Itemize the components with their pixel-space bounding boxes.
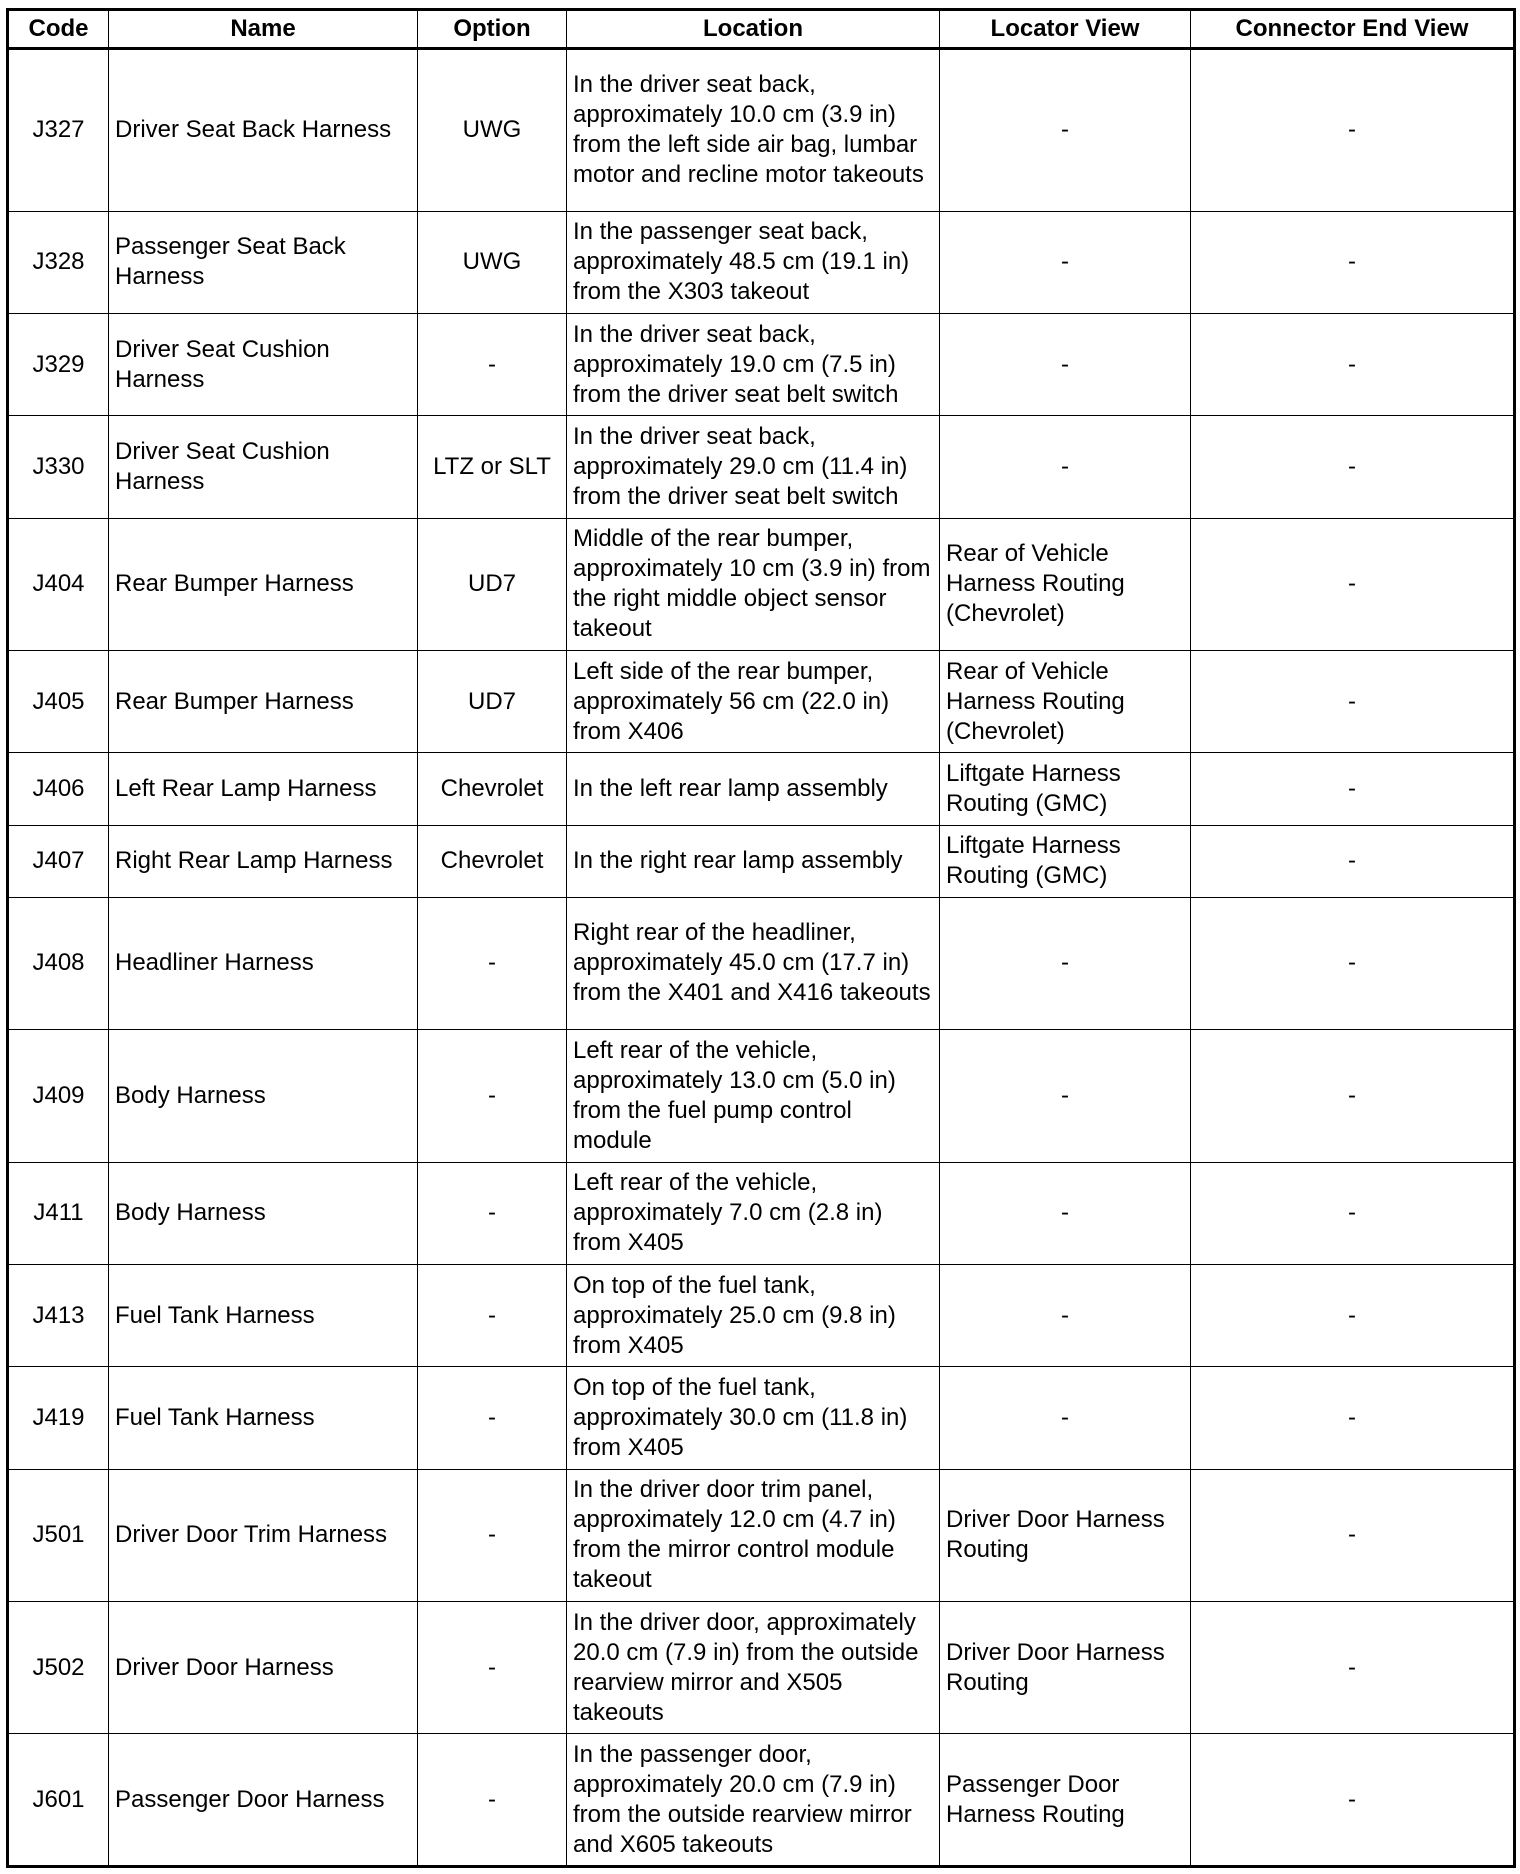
header-connector-end-view: Connector End View — [1191, 10, 1515, 49]
cell-location: In the driver seat back, approximately 19.0 cm (7.5 in) from the driver seat belt switch — [567, 313, 940, 415]
table-body — [8, 49, 1515, 1867]
cell-name: Driver Seat Cushion Harness — [109, 313, 418, 415]
table-row — [8, 416, 1515, 518]
table-row — [8, 1264, 1515, 1366]
cell-location: In the right rear lamp assembly — [567, 825, 940, 897]
cell-location: In the driver door, approximately 20.0 cm (7.9 in) from the outside rearview mirror and X505 takeouts — [567, 1601, 940, 1733]
cell-connector-end-view: - — [1191, 1601, 1515, 1733]
cell-name: Passenger Seat Back Harness — [109, 211, 418, 313]
cell-connector-end-view: - — [1191, 1162, 1515, 1264]
cell-locator-view: - — [940, 1367, 1191, 1469]
header-name: Name — [109, 10, 418, 49]
cell-locator-view: - — [940, 416, 1191, 518]
cell-name: Rear Bumper Harness — [109, 518, 418, 650]
cell-code: J409 — [8, 1030, 109, 1162]
cell-name: Body Harness — [109, 1030, 418, 1162]
table-row — [8, 211, 1515, 313]
table-row — [8, 1601, 1515, 1733]
cell-code: J330 — [8, 416, 109, 518]
cell-location: In the passenger door, approximately 20.0 cm (7.9 in) from the outside rearview mirror and X605 takeouts — [567, 1734, 940, 1867]
cell-locator-view: Rear of Vehicle Harness Routing (Chevrolet) — [940, 518, 1191, 650]
cell-name: Right Rear Lamp Harness — [109, 825, 418, 897]
cell-option: LTZ or SLT — [418, 416, 567, 518]
cell-option: UWG — [418, 49, 567, 212]
cell-locator-view: - — [940, 1264, 1191, 1366]
cell-code: J406 — [8, 753, 109, 825]
cell-option: - — [418, 1162, 567, 1264]
table-row — [8, 1030, 1515, 1162]
cell-code: J404 — [8, 518, 109, 650]
cell-option: - — [418, 1264, 567, 1366]
cell-name: Headliner Harness — [109, 897, 418, 1029]
table-header-row — [8, 10, 1515, 49]
cell-locator-view: - — [940, 313, 1191, 415]
cell-locator-view: Driver Door Harness Routing — [940, 1469, 1191, 1601]
cell-code: J327 — [8, 49, 109, 212]
cell-locator-view: Rear of Vehicle Harness Routing (Chevrolet) — [940, 650, 1191, 752]
cell-code: J502 — [8, 1601, 109, 1733]
cell-location: In the driver seat back, approximately 10.0 cm (3.9 in) from the left side air bag, lumbar motor and recline motor takeouts — [567, 49, 940, 212]
splice-table-sheet — [6, 8, 1513, 1868]
table-row — [8, 897, 1515, 1029]
cell-option: UD7 — [418, 518, 567, 650]
cell-option: - — [418, 1734, 567, 1867]
cell-connector-end-view: - — [1191, 313, 1515, 415]
table-row — [8, 518, 1515, 650]
table-row — [8, 650, 1515, 752]
cell-option: - — [418, 1367, 567, 1469]
cell-option: UWG — [418, 211, 567, 313]
table-row — [8, 49, 1515, 212]
cell-name: Left Rear Lamp Harness — [109, 753, 418, 825]
cell-code: J405 — [8, 650, 109, 752]
cell-name: Driver Door Harness — [109, 1601, 418, 1733]
cell-option: Chevrolet — [418, 753, 567, 825]
cell-code: J601 — [8, 1734, 109, 1867]
cell-name: Fuel Tank Harness — [109, 1264, 418, 1366]
cell-connector-end-view: - — [1191, 1030, 1515, 1162]
splice-pack-table — [6, 8, 1516, 1868]
table-row — [8, 1734, 1515, 1867]
table-row — [8, 313, 1515, 415]
cell-code: J328 — [8, 211, 109, 313]
cell-location: Middle of the rear bumper, approximately 10 cm (3.9 in) from the right middle object sensor takeout — [567, 518, 940, 650]
cell-option: - — [418, 313, 567, 415]
cell-name: Body Harness — [109, 1162, 418, 1264]
cell-name: Rear Bumper Harness — [109, 650, 418, 752]
cell-option: UD7 — [418, 650, 567, 752]
cell-connector-end-view: - — [1191, 416, 1515, 518]
header-code: Code — [8, 10, 109, 49]
cell-option: - — [418, 897, 567, 1029]
cell-code: J407 — [8, 825, 109, 897]
cell-option: Chevrolet — [418, 825, 567, 897]
cell-connector-end-view: - — [1191, 49, 1515, 212]
cell-locator-view: - — [940, 1162, 1191, 1264]
cell-locator-view: Passenger Door Harness Routing — [940, 1734, 1191, 1867]
cell-location: In the passenger seat back, approximately 48.5 cm (19.1 in) from the X303 takeout — [567, 211, 940, 313]
cell-name: Fuel Tank Harness — [109, 1367, 418, 1469]
cell-location: In the driver seat back, approximately 29.0 cm (11.4 in) from the driver seat belt switch — [567, 416, 940, 518]
cell-name: Passenger Door Harness — [109, 1734, 418, 1867]
cell-locator-view: Liftgate Harness Routing (GMC) — [940, 825, 1191, 897]
cell-locator-view: - — [940, 1030, 1191, 1162]
cell-locator-view: - — [940, 49, 1191, 212]
table-row — [8, 1469, 1515, 1601]
table-row — [8, 1367, 1515, 1469]
cell-location: Left side of the rear bumper, approximately 56 cm (22.0 in) from X406 — [567, 650, 940, 752]
cell-locator-view: - — [940, 211, 1191, 313]
cell-locator-view: Driver Door Harness Routing — [940, 1601, 1191, 1733]
cell-location: Left rear of the vehicle, approximately 13.0 cm (5.0 in) from the fuel pump control module — [567, 1030, 940, 1162]
cell-connector-end-view: - — [1191, 211, 1515, 313]
cell-location: On top of the fuel tank, approximately 25.0 cm (9.8 in) from X405 — [567, 1264, 940, 1366]
cell-locator-view: - — [940, 897, 1191, 1029]
cell-location: In the left rear lamp assembly — [567, 753, 940, 825]
cell-name: Driver Seat Cushion Harness — [109, 416, 418, 518]
cell-location: In the driver door trim panel, approximately 12.0 cm (4.7 in) from the mirror control module takeout — [567, 1469, 940, 1601]
cell-connector-end-view: - — [1191, 825, 1515, 897]
cell-connector-end-view: - — [1191, 1264, 1515, 1366]
table-row — [8, 1162, 1515, 1264]
cell-option: - — [418, 1601, 567, 1733]
cell-option: - — [418, 1030, 567, 1162]
cell-connector-end-view: - — [1191, 1469, 1515, 1601]
cell-option: - — [418, 1469, 567, 1601]
cell-connector-end-view: - — [1191, 897, 1515, 1029]
cell-name: Driver Door Trim Harness — [109, 1469, 418, 1601]
cell-code: J329 — [8, 313, 109, 415]
cell-connector-end-view: - — [1191, 1367, 1515, 1469]
table-row — [8, 753, 1515, 825]
cell-locator-view: Liftgate Harness Routing (GMC) — [940, 753, 1191, 825]
cell-code: J408 — [8, 897, 109, 1029]
cell-connector-end-view: - — [1191, 753, 1515, 825]
cell-code: J419 — [8, 1367, 109, 1469]
cell-code: J411 — [8, 1162, 109, 1264]
cell-connector-end-view: - — [1191, 1734, 1515, 1867]
cell-code: J501 — [8, 1469, 109, 1601]
header-option: Option — [418, 10, 567, 49]
header-locator-view: Locator View — [940, 10, 1191, 49]
cell-location: Right rear of the headliner, approximately 45.0 cm (17.7 in) from the X401 and X416 takeouts — [567, 897, 940, 1029]
cell-location: Left rear of the vehicle, approximately 7.0 cm (2.8 in) from X405 — [567, 1162, 940, 1264]
table-row — [8, 825, 1515, 897]
cell-connector-end-view: - — [1191, 518, 1515, 650]
cell-connector-end-view: - — [1191, 650, 1515, 752]
cell-location: On top of the fuel tank, approximately 30.0 cm (11.8 in) from X405 — [567, 1367, 940, 1469]
header-location: Location — [567, 10, 940, 49]
cell-name: Driver Seat Back Harness — [109, 49, 418, 212]
cell-code: J413 — [8, 1264, 109, 1366]
